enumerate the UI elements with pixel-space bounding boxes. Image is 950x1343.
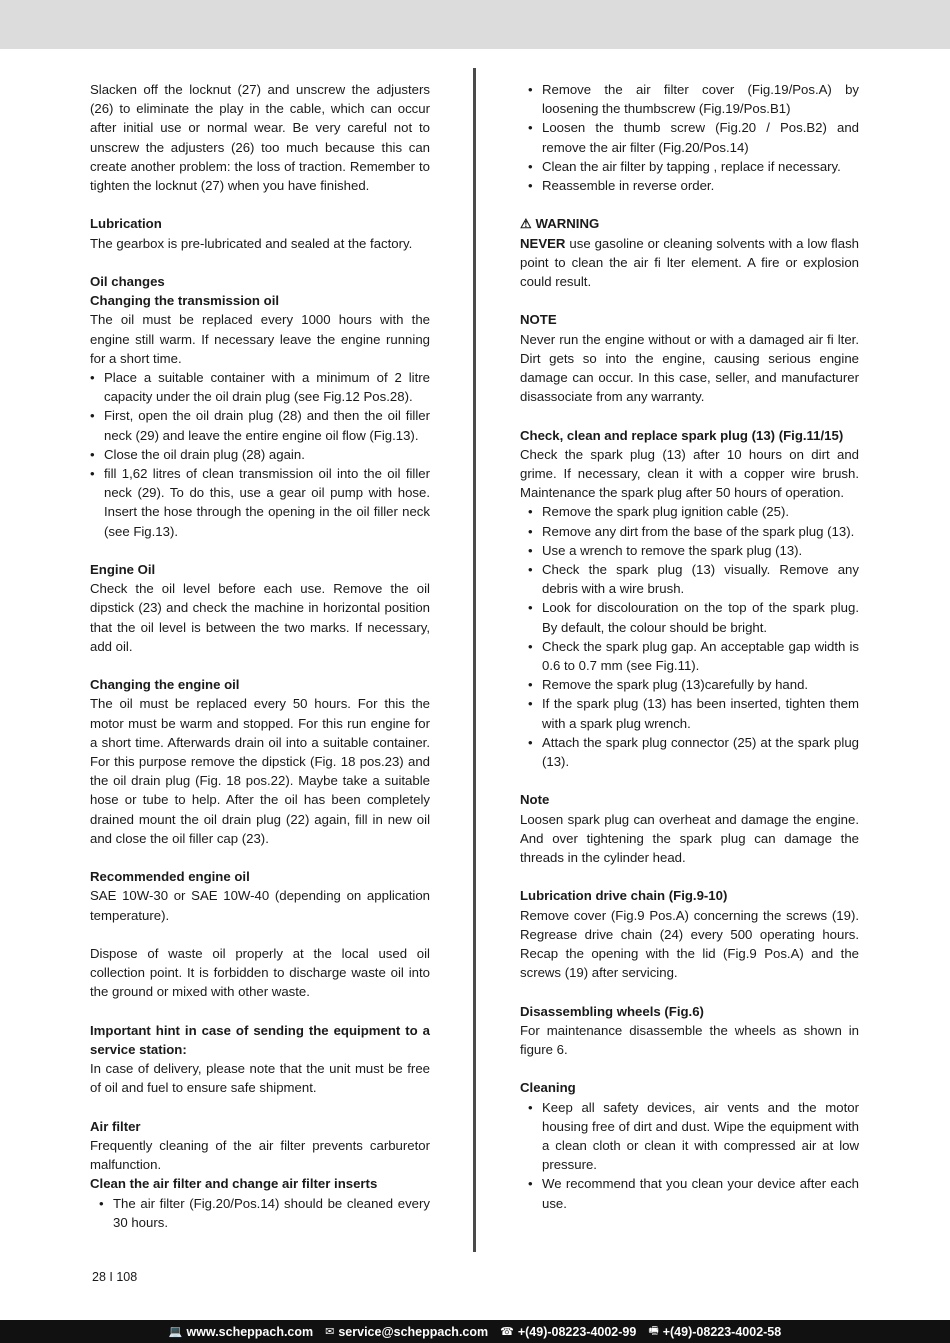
computer-icon: 💻 — [168, 1326, 183, 1338]
transmission-oil-list — [90, 368, 430, 541]
wheels-text: For maintenance disassemble the wheels as shown in figure 6. — [520, 1022, 859, 1058]
left-column — [90, 80, 430, 1232]
drive-chain-heading: Lubrication drive chain (Fig.9-10) — [520, 888, 728, 904]
footer-bar — [0, 1320, 950, 1343]
website-text: www.scheppach.com — [186, 1324, 314, 1339]
warning-text — [520, 234, 859, 292]
list-item: • Place a suitable container with a minimum of 2 litre capacity under the oil drain plug (see Fig.12 Pos.28). — [90, 368, 430, 406]
spark-plug-list — [520, 502, 859, 771]
warning-icon: ⚠ — [520, 216, 532, 232]
wheels-heading: Disassembling wheels (Fig.6) — [520, 1003, 704, 1019]
list-item: • Loosen the thumb screw (Fig.20 / Pos.B2) and remove the air filter (Fig.20/Pos.14) — [528, 118, 859, 156]
list-item: • fill 1,62 litres of clean transmission oil into the oil filler neck (29). To do this, use a gear oil pump with hose. Insert the hose through the opening in the oil filler neck (see Fig.13). — [90, 464, 430, 541]
service-hint-text: In case of delivery, please note that the unit must be free of oil and fuel to ensure safe shipment. — [90, 1061, 430, 1096]
air-filter-text: Frequently cleaning of the air filter prevents carburetor malfunction. — [90, 1138, 430, 1173]
page-number: 28 I 108 — [92, 1270, 138, 1284]
list-item: • Use a wrench to remove the spark plug (13). — [528, 541, 859, 560]
air-filter-heading: Air filter — [90, 1118, 141, 1134]
clean-filter-list — [90, 1194, 430, 1232]
lubrication-text: The gearbox is pre-lubricated and sealed at the factory. — [90, 235, 413, 251]
note-text: Never run the engine without or with a damaged air fi lter. Dirt gets so into the engine, causing serious engine damage can occur. In this case, seller, and manufacturer disassociate from any warranty. — [520, 331, 859, 405]
list-item: • Reassemble in reverse order. — [528, 176, 859, 195]
oil-changes-heading: Oil changes — [90, 274, 165, 289]
list-item: • Remove the spark plug (13)carefully by hand. — [528, 675, 859, 694]
footer-email[interactable] — [325, 1325, 488, 1339]
dispose-oil-text: Dispose of waste oil properly at the local used oil collection point. It is forbidden to discharge waste oil into the ground or mixed with other waste. — [90, 946, 430, 1000]
fax-text: +(49)-08223-4002-58 — [662, 1324, 782, 1339]
spark-plug-heading: Check, clean and replace spark plug (13) (Fig.11/15) — [520, 427, 844, 443]
list-item: • The air filter (Fig.20/Pos.14) should be cleaned every 30 hours. — [99, 1194, 430, 1232]
footer-phone — [500, 1325, 636, 1339]
transmission-oil-text: The oil must be replaced every 1000 hours with the engine still warm. If necessary leave the engine running for a short time. — [90, 312, 430, 366]
list-item: • Remove the air filter cover (Fig.19/Pos.A) by loosening the thumbscrew (Fig.19/Pos.B1) — [528, 80, 859, 118]
warning-keyword: NEVER — [520, 235, 566, 251]
lubrication-heading: Lubrication — [90, 216, 162, 232]
list-item: • Clean the air filter by tapping , replace if necessary. — [528, 157, 859, 176]
service-hint-heading: Important hint in case of sending the equipment to a service station: — [90, 1022, 430, 1058]
changing-engine-oil-text: The oil must be replaced every 50 hours. For this the motor must be warm and stopped. For this run engine for a short time. Afterwards drain oil into a suitable container. For this purpose remove the dipstick (Fig. 18 pos.23) and the oil drain plug (Fig. 18 pos.22). Maybe take a suitable hose or tube to help. After the oil has been completely drained mount the oil drain plug (22) again, fill in new oil and close the oil filler cap (23). — [90, 696, 430, 846]
list-item: • Keep all safety devices, air vents and the motor housing free of dirt and dust. Wipe the equipment with a clean cloth or clean it with compressed air at low pressure. — [528, 1098, 859, 1175]
spark-plug-text: Check the spark plug (13) after 10 hours on dirt and grime. If necessary, clean it with a copper wire brush. Maintenance the spark plug after 50 hours of operation. — [520, 446, 859, 501]
fax-icon: 🖷 — [648, 1325, 659, 1337]
recommended-oil-text: SAE 10W-30 or SAE 10W-40 (depending on application temperature). — [90, 888, 430, 923]
engine-oil-heading: Engine Oil — [90, 562, 156, 578]
recommended-oil-heading: Recommended engine oil — [90, 869, 250, 885]
note2-heading: Note — [520, 792, 550, 808]
envelope-icon: ✉ — [325, 1326, 335, 1338]
list-item: • Look for discolouration on the top of the spark plug. By default, the colour should be bright. — [528, 598, 859, 636]
changing-engine-oil-heading: Changing the engine oil — [90, 677, 240, 693]
footer-website[interactable] — [169, 1325, 313, 1339]
engine-oil-text: Check the oil level before each use. Remove the oil dipstick (23) and check the machine in horizontal position that the oil level is between the two marks. If necessary, add oil. — [90, 581, 430, 654]
list-item: • Remove the spark plug ignition cable (25). — [528, 502, 859, 521]
list-item: • Attach the spark plug connector (25) at the spark plug (13). — [528, 733, 859, 771]
warning-heading-label: WARNING — [535, 216, 600, 232]
column-divider — [473, 68, 476, 1252]
air-filter-steps-list — [520, 80, 859, 195]
email-text: service@scheppach.com — [338, 1324, 489, 1339]
clean-filter-heading: Clean the air filter and change air filter inserts — [90, 1176, 378, 1192]
transmission-oil-heading: Changing the transmission oil — [90, 293, 280, 309]
telephone-icon: ☎ — [500, 1326, 514, 1338]
warning-heading — [520, 214, 859, 233]
cleaning-heading: Cleaning — [520, 1080, 576, 1096]
list-item: • Close the oil drain plug (28) again. — [90, 445, 430, 464]
list-item: • First, open the oil drain plug (28) and then the oil filler neck (29) and leave the entire engine oil flow (Fig.13). — [90, 406, 430, 444]
cleaning-list — [520, 1098, 859, 1213]
right-column — [520, 80, 859, 1213]
list-item: • Check the spark plug (13) visually. Remove any debris with a wire brush. — [528, 560, 859, 598]
note2-text: Loosen spark plug can overheat and damage the engine. And over tightening the spark plug can damage the threads in the cylinder head. — [520, 811, 859, 866]
list-item: • Check the spark plug gap. An acceptable gap width is 0.6 to 0.7 mm (see Fig.11). — [528, 637, 859, 675]
list-item: • Remove any dirt from the base of the spark plug (13). — [528, 522, 859, 541]
phone-text: +(49)-08223-4002-99 — [517, 1324, 637, 1339]
note-heading: NOTE — [520, 312, 557, 328]
list-item: • We recommend that you clean your device after each use. — [528, 1174, 859, 1212]
drive-chain-text: Remove cover (Fig.9 Pos.A) concerning the screws (19). Regrease drive chain (24) every 500 operating hours. Recap the opening with the lid (Fig.9 Pos.A) and the screws (19) after servicing. — [520, 907, 859, 981]
cable-adjust-paragraph: Slacken off the locknut (27) and unscrew the adjusters (26) to eliminate the play in the cable, which can occur after initial use or normal wear. Be very careful not to unscrew the adjusters (26) too much because this can create another problem: the loss of traction. Remember to tighten the locknut (27) when you have finished. — [90, 82, 430, 194]
warning-body: use gasoline or cleaning solvents with a low flash point to clean the air fi lter element. A fire or explosion could result. — [520, 235, 859, 290]
footer-fax — [648, 1322, 781, 1341]
list-item: • If the spark plug (13) has been inserted, tighten them with a spark plug wrench. — [528, 694, 859, 732]
header-band — [0, 0, 950, 49]
